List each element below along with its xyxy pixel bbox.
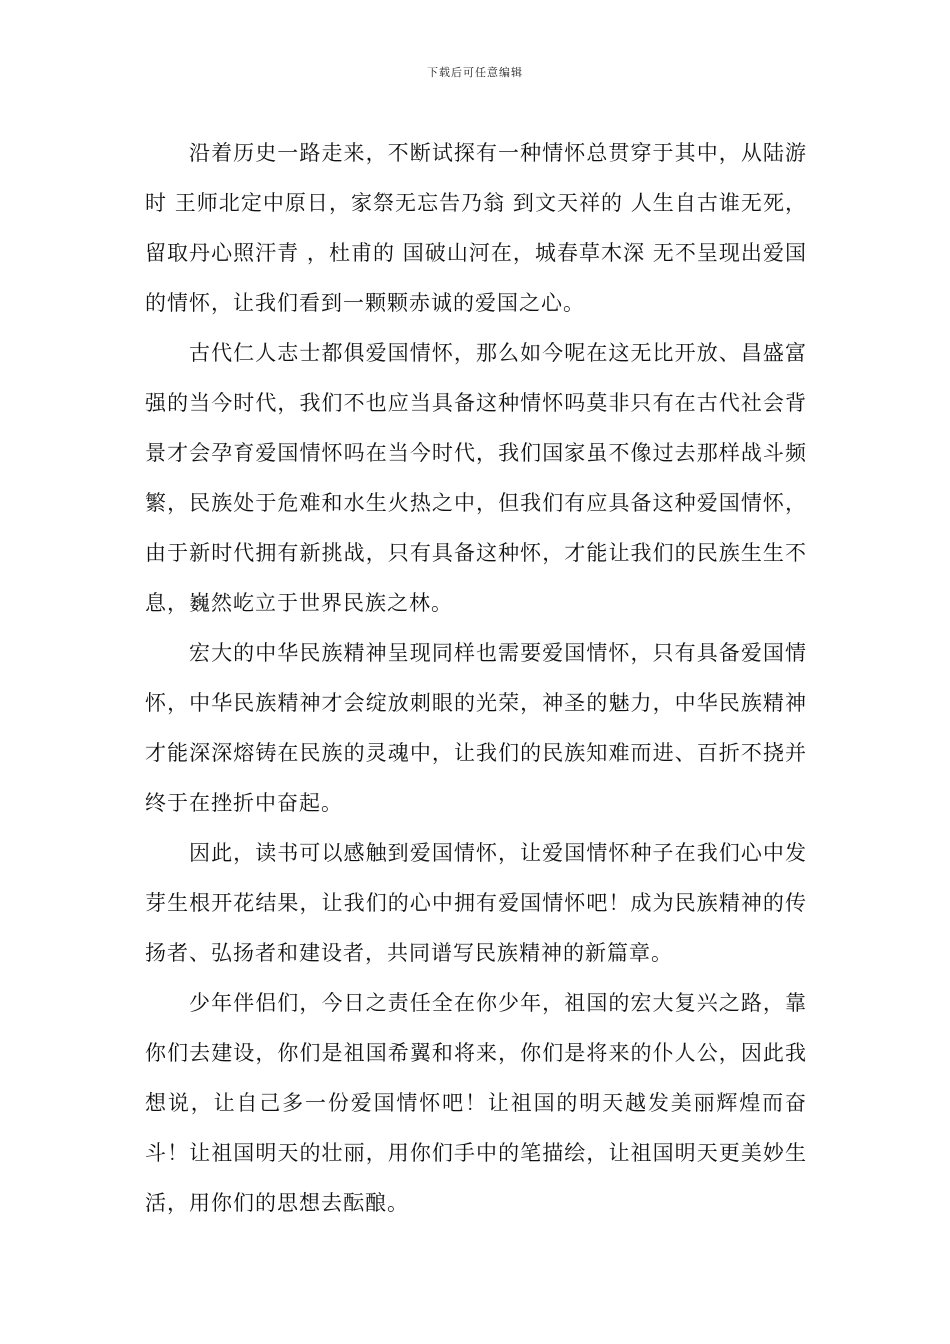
paragraph-2: 古代仁人志士都俱爱国情怀，那么如今呢在这无比开放、昌盛富强的当今时代，我们不也应当具备这种情怀吗莫非只有在古代社会背景才会孕育爱国情怀吗在当今时代，我们国家虽不像过去那样战斗频繁，民族处于危难和水生火热之中，但我们有应具备这种爱国情怀，由于新时代拥有新挑战，只有具备这种怀，才能让我们的民族生生不息，巍然屹立于世界民族之林。: [145, 341, 807, 615]
page-header: 下载后可任意编辑: [427, 66, 523, 79]
paragraph-1: 沿着历史一路走来，不断试探有一种情怀总贯穿于其中，从陆游时 王师北定中原日，家祭无忘告乃翁 到文天祥的 人生自古谁无死，留取丹心照汗青 ，杜甫的 国破山河在，城春草木深 无不呈现出爱国的情怀，让我们看到一颗颗赤诚的爱国之心。: [145, 141, 807, 315]
paragraph-4: 因此，读书可以感触到爱国情怀，让爱国情怀种子在我们心中发芽生根开花结果，让我们的心中拥有爱国情怀吧！成为民族精神的传扬者、弘扬者和建设者，共同谱写民族精神的新篇章。: [145, 841, 807, 965]
paragraph-3: 宏大的中华民族精神呈现同样也需要爱国情怀，只有具备爱国情怀，中华民族精神才会绽放刺眼的光荣，神圣的魅力，中华民族精神才能深深熔铸在民族的灵魂中，让我们的民族知难而进、百折不挠并终于在挫折中奋起。: [145, 641, 807, 815]
paragraph-5: 少年伴侣们，今日之责任全在你少年，祖国的宏大复兴之路，靠你们去建设，你们是祖国希翼和将来，你们是将来的仆人公，因此我想说，让自己多一份爱国情怀吧！让祖国的明天越发美丽辉煌而奋斗！让祖国明天的壮丽，用你们手中的笔描绘，让祖国明天更美妙生活，用你们的思想去酝酿。: [145, 991, 807, 1215]
document-body: [145, 128, 807, 1228]
